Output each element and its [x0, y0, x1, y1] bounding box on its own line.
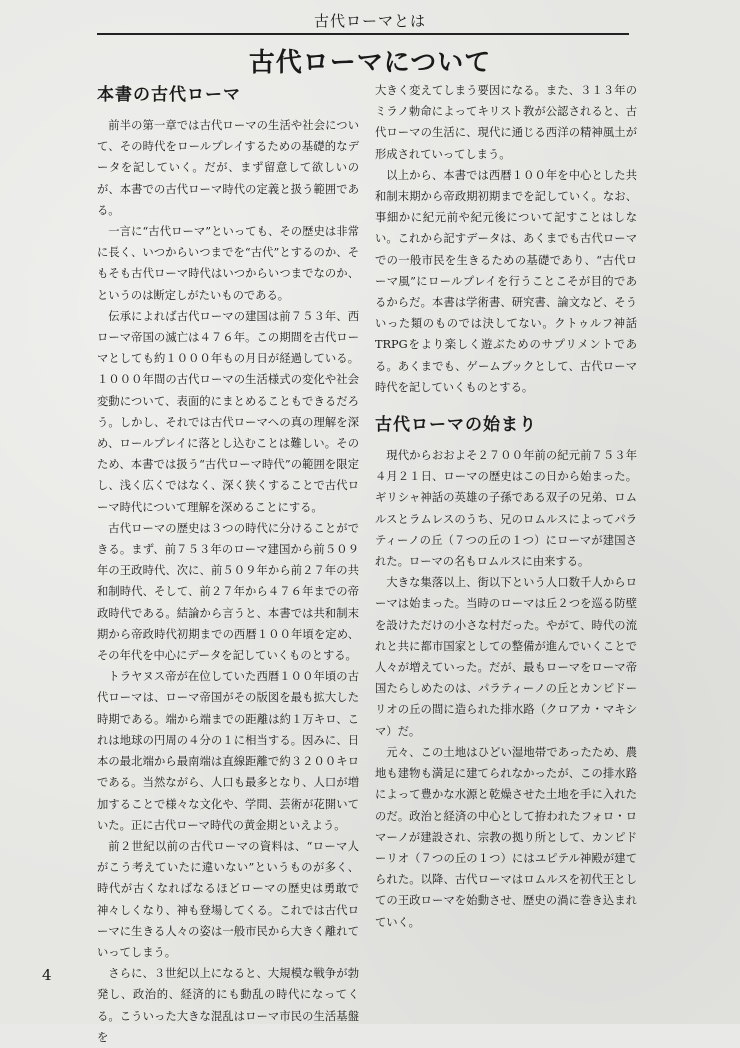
- paragraph-continuation: 大きく変えてしまう要因になる。また、３１３年のミラノ勅命によってキリスト教が公認されると、古代ローマの生活に、現代に通じる西洋の精神風土が形成されていってしまう。: [375, 84, 637, 161]
- paragraph: 元々、この土地はひどい湿地帯であったため、農地も建物も満足に建てられなかったが、この排水路によって豊かな水源と乾燥させた土地を手に入れたのだ。政治と経済の中心として拵われたフォロ・ロマーノが建設され、宗教の拠り所として、カンピドーリオ（７つの丘の１つ）にはユピテル神殿が建てられた。以降、古代ローマはロムルスを初代王としての王政ローマを始動させ、歴史の渦に巻き込まれていく。: [375, 745, 637, 929]
- paragraph: 以上から、本書では西暦１００年を中心とした共和制末期から帝政期初期までを記していく。なお、事細かに紀元前や紀元後について記すことはしない。これから記すデータは、あくまでも古代ローマでの一般市民を生きるための基礎であり、“古代ローマ風”にロールプレイを行うことこそが目的であるからだ。本書は学術書、研究書、論文など、そういった類のものでは決してない。クトゥルフ神話TRPGをより楽しく遊ぶためのサプリメントである。あくまでも、ゲームブックとして、古代ローマ時代を記していくものとする。: [375, 168, 637, 394]
- running-header: 古代ローマとは: [313, 12, 426, 30]
- page-number: 4: [42, 966, 52, 984]
- paragraph: さらに、３世紀以上になると、大規模な戦争が勃発し、政治的、経済的にも動乱の時代になってくる。こういった大きな混乱はローマ市民の生活基盤を: [97, 967, 359, 1044]
- left-column: [97, 80, 359, 1048]
- paragraph: 大きな集落以上、街以下という人口数千人からローマは始まった。当時のローマは丘２つを巡る防壁を設けただけの小さな村だった。やがて、時代の流れと共に都市国家としての整備が進んでいくことで人々が増えていった。だが、最もローマをローマ帝国たらしめたのは、パラティーノの丘とカンピドーリオの丘の間に造られた排水路（クロアカ・マキシマ）だ。: [375, 576, 637, 738]
- section-heading-origins: 古代ローマの始まり: [375, 415, 537, 436]
- header-rule: [97, 33, 629, 35]
- paragraph: トラヤヌス帝が在位していた西暦１００年頃の古代ローマは、ローマ帝国がその版図を最も拡大した時期である。端から端までの距離は約１万キロ、これは地球の円周の４分の１に相当する。因みに、日本の最北端から最南端は直線距離で約３２００キロである。当然ながら、人口も最多となり、人口が増加することで様々な文化や、学問、芸術が花開いていた。正に古代ローマ時代の黄金期といえよう。: [97, 670, 359, 832]
- right-column: [375, 80, 637, 933]
- paragraph: 一言に“古代ローマ”といっても、その歴史は非常に長く、いつからいつまでを“古代”とするのか、そもそも古代ローマ時代はいつからいつまでなのか、というのは断定しがたいものである。: [97, 225, 359, 302]
- section-heading-book-rome: 本書の古代ローマ: [97, 85, 241, 105]
- paragraph: 前半の第一章では古代ローマの生活や社会について、その時代をロールプレイするための基礎的なデータを記していく。だが、まず留意して欲しいのが、本書での古代ローマ時代の定義と扱う範囲である。: [97, 119, 359, 217]
- page-title: 古代ローマについて: [248, 48, 492, 78]
- paragraph: 現代からおおよそ２７００年前の紀元前７５３年４月２１日、ローマの歴史はこの日から始まった。ギリシャ神話の英雄の子孫である双子の兄弟、ロムルスとラムレスのうち、兄のロムルスによってパラティーノの丘（７つの丘の１つ）にローマが建国された。ローマの名もロムルスに由来する。: [375, 449, 637, 569]
- paragraph: 古代ローマの歴史は３つの時代に分けることができる。まず、前７５３年のローマ建国から前５０９年の王政時代、次に、前５０９年から前２７年の共和制時代、そして、前２７年から４７６年までの帝政時代である。結論から言うと、本書では共和制末期から帝政時代初期までの西暦１００年頃を定め、その年代を中心にデータを記していくものとする。: [97, 521, 359, 663]
- paragraph: 伝承によれば古代ローマの建国は前７５３年、西ローマ帝国の滅亡は４７６年。この期間を古代ローマとしても約１０００年もの月日が経過している。１０００年間の古代ローマの生活様式の変化や社会変動について、表面的にまとめることもできるだろう。しかし、それでは古代ローマへの真の理解を深め、ロールプレイに落とし込むことは難しい。そのため、本書では扱う“古代ローマ時代”の範囲を限定し、浅く広くではなく、深く狭くすることで古代ローマ時代について理解を深めることにする。: [97, 309, 359, 514]
- paragraph: 前２世紀以前の古代ローマの資料は、“ローマ人がこう考えていたに違いない”というものが多く、時代が古くなればなるほどローマの歴史は勇敢で神々しくなり、神も登場してくる。これでは古代ローマに生きる人々の姿は一般市民から大きく離れていってしまう。: [97, 839, 359, 959]
